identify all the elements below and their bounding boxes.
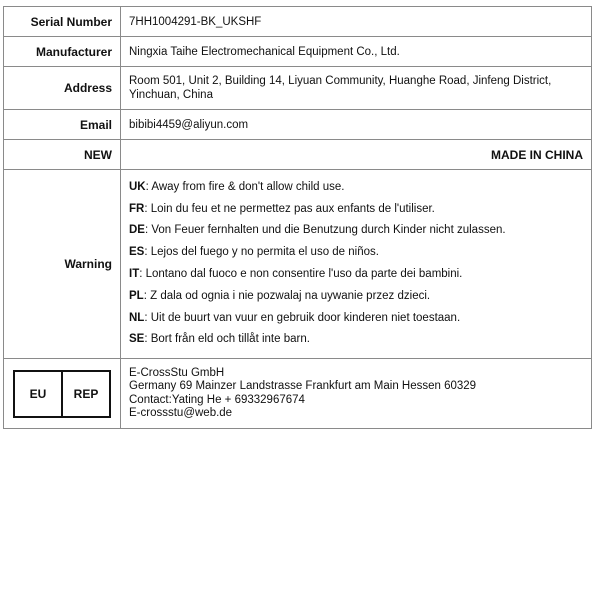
rep-badge-text: REP — [61, 372, 109, 416]
warning-label: Warning — [4, 170, 121, 359]
eu-rep-company: E-CrossStu GmbH — [129, 366, 225, 379]
eu-rep-details — [121, 359, 592, 429]
email-label: Email — [4, 110, 121, 140]
warning-list — [121, 170, 592, 359]
warning-line-it: IT: Lontano dal fuoco e non consentire l'uso da parte dei bambini. — [129, 268, 463, 280]
warning-line-se: SE: Bort från eld och tillåt inte barn. — [129, 333, 310, 346]
email-row — [4, 110, 592, 140]
made-in-china: MADE IN CHINA — [121, 140, 592, 170]
warning-line-fr: FR: Loin du feu et ne permettez pas aux enfants de l'utiliser. — [129, 202, 435, 215]
manufacturer-row — [4, 37, 592, 67]
warning-line-nl: NL: Uit de buurt van vuur en gebruik door kinderen niet toestaan. — [129, 311, 461, 324]
eu-badge-text: EU — [29, 386, 47, 401]
warning-line-pl: PL: Z dala od ognia i nie pozwalaj na uywanie przez dzieci. — [129, 289, 431, 302]
address-row — [4, 67, 592, 110]
email-value: bibibi4459@aliyun.com — [121, 110, 592, 140]
serial-row — [4, 7, 592, 37]
address-label: Address — [4, 67, 121, 110]
warning-row — [4, 170, 592, 359]
new-label: NEW — [4, 140, 121, 170]
manufacturer-value: Ningxia Taihe Electromechanical Equipment Co., Ltd. — [121, 37, 592, 67]
eu-rep-badge-cell — [4, 359, 121, 429]
manufacturer-label: Manufacturer — [4, 37, 121, 67]
serial-label: Serial Number — [4, 7, 121, 37]
eu-rep-row — [4, 359, 592, 429]
serial-value: 7HH1004291-BK_UKSHF — [121, 7, 592, 37]
warning-line-de: DE: Von Feuer fernhalten und die Benutzung durch Kinder nicht zulassen. — [129, 224, 506, 237]
eu-rep-badge — [13, 370, 111, 418]
eu-rep-address: Germany 69 Mainzer Landstrasse Frankfurt am Main Hessen 60329 — [129, 380, 477, 392]
product-label-table — [3, 6, 592, 429]
status-row — [4, 140, 592, 170]
eu-rep-email: E-crossstu@web.de — [129, 407, 233, 419]
warning-line-uk: UK: Away from fire & don't allow child use. — [129, 180, 345, 193]
warning-line-es: ES: Lejos del fuego y no permita el uso de niños. — [129, 246, 379, 259]
eu-rep-contact: Contact:Yating He + 69332967674 — [129, 393, 305, 406]
address-value: Room 501, Unit 2, Building 14, Liyuan Community, Huanghe Road, Jinfeng District, Yinchuan, China — [121, 67, 592, 110]
